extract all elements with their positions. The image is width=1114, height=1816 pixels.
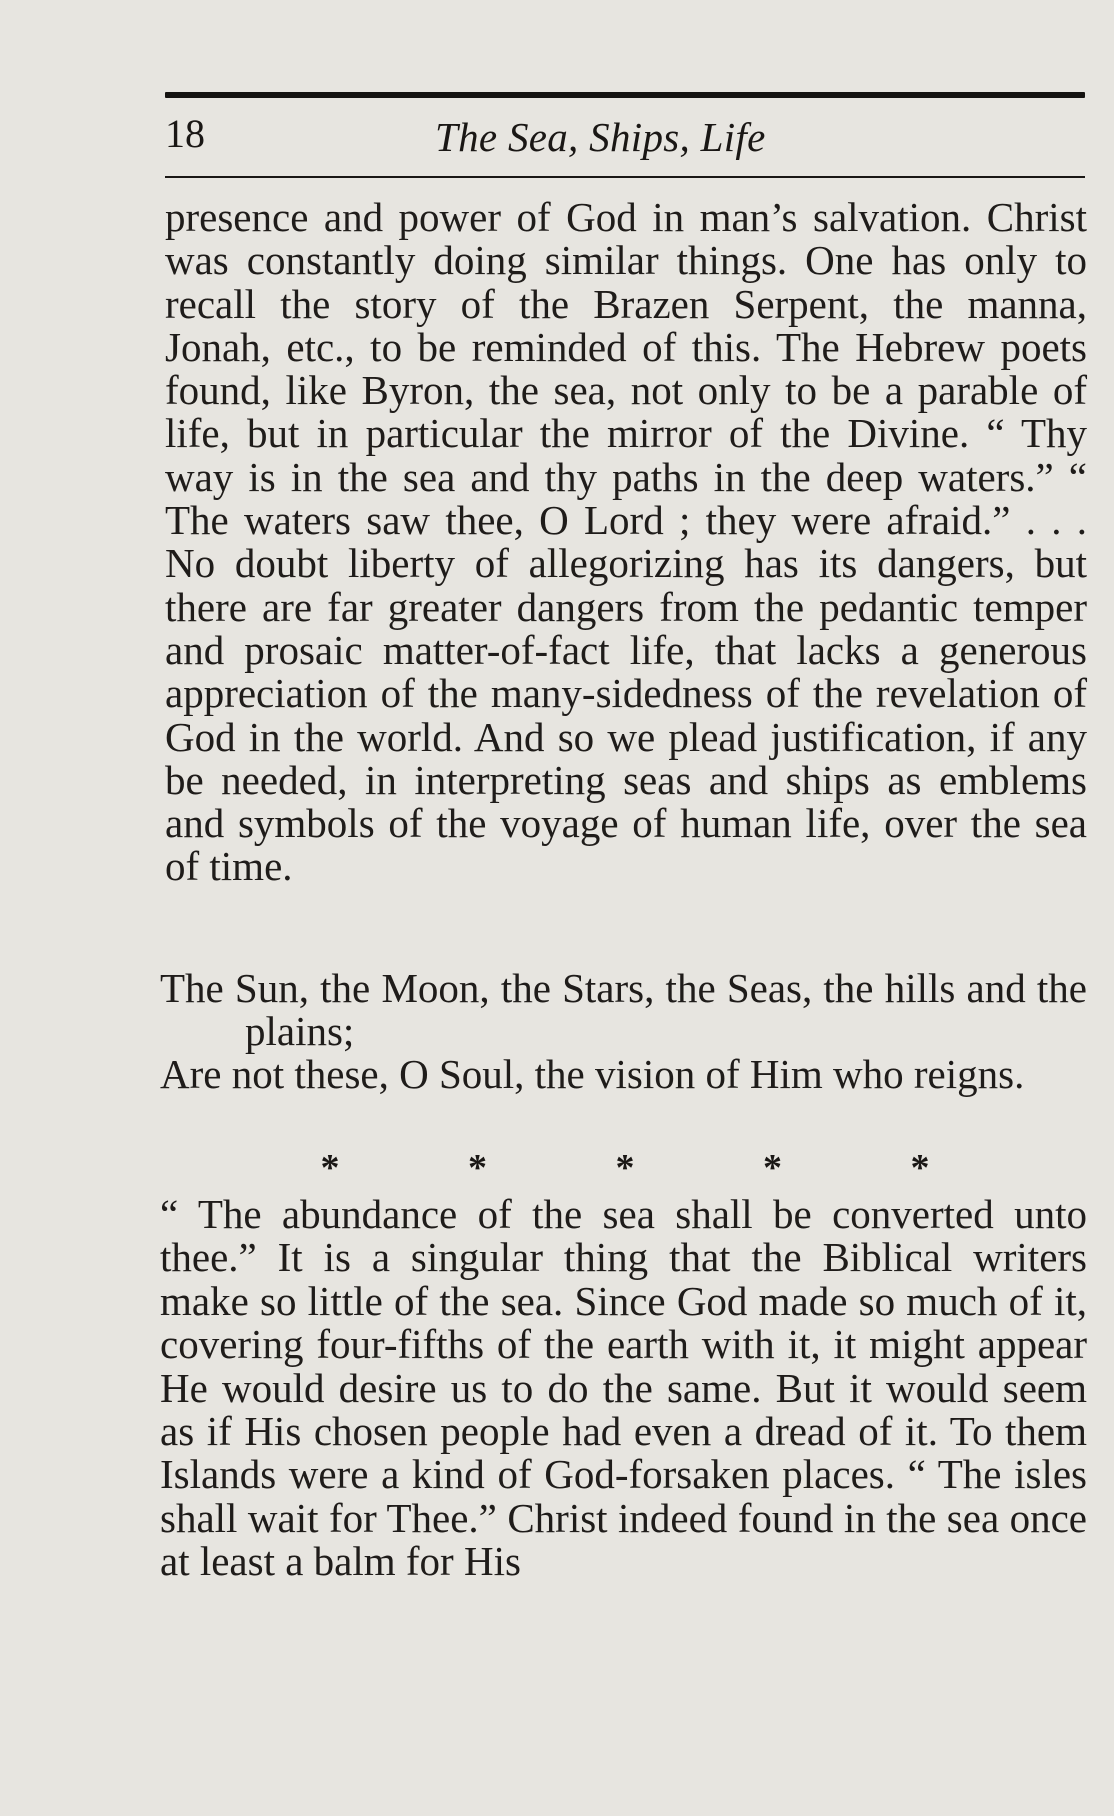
body-text-top <box>165 196 1087 889</box>
asterisk: * <box>615 1147 635 1189</box>
running-title: The Sea, Ships, Life <box>435 114 766 160</box>
section-break-asterisks <box>315 1148 935 1188</box>
verse-line: The Sun, the Moon, the Stars, the Seas, the hills and the plains; <box>160 965 1087 1054</box>
asterisk: * <box>468 1147 487 1189</box>
paragraph: presence and power of God in man’s salvation. Christ was constantly doing similar things. One has only to recall the story of the Brazen Serpent, the manna, Jonah, etc., to be reminded of this. The Hebrew poets found, like Byron, the sea, not only to be a parable of life, but in particular the mirror of the Divine. “ Thy way is in the sea and thy paths in the deep waters.” “ The waters saw thee, O Lord ; they were afraid.” . . . No doubt liberty of allegorizing has its dangers, but there are far greater dangers from the pedantic temper and prosaic matter-of-fact life, that lacks a generous appreciation of the many-sidedness of the revelation of God in the world. And so we plead justification, if any be needed, in interpreting seas and ships as emblems and symbols of the voyage of human life, over the sea of time. <box>165 194 1087 890</box>
verse-line: Are not these, O Soul, the vision of Him who reigns. <box>160 1051 1025 1097</box>
header-top-rule <box>165 92 1085 98</box>
header-bottom-rule <box>165 176 1085 178</box>
verse-quotation <box>160 967 1087 1096</box>
asterisk: * <box>763 1147 782 1189</box>
running-head <box>165 108 1085 170</box>
body-text-bottom <box>160 1193 1087 1584</box>
asterisk: * <box>320 1147 340 1189</box>
page-number: 18 <box>165 111 205 156</box>
asterisk: * <box>910 1147 930 1189</box>
paragraph: “ The abundance of the sea shall be converted unto thee.” It is a singular thing that the Biblical writers make so little of the sea. Since God made so much of it, covering four-fifths of the earth with it, it might appear He would desire us to do the same. But it would seem as if His chosen people had even a dread of it. To them Islands were a kind of God-forsaken places. “ The isles shall wait for Thee.” Christ indeed found in the sea once at least a balm for His <box>160 1191 1087 1585</box>
